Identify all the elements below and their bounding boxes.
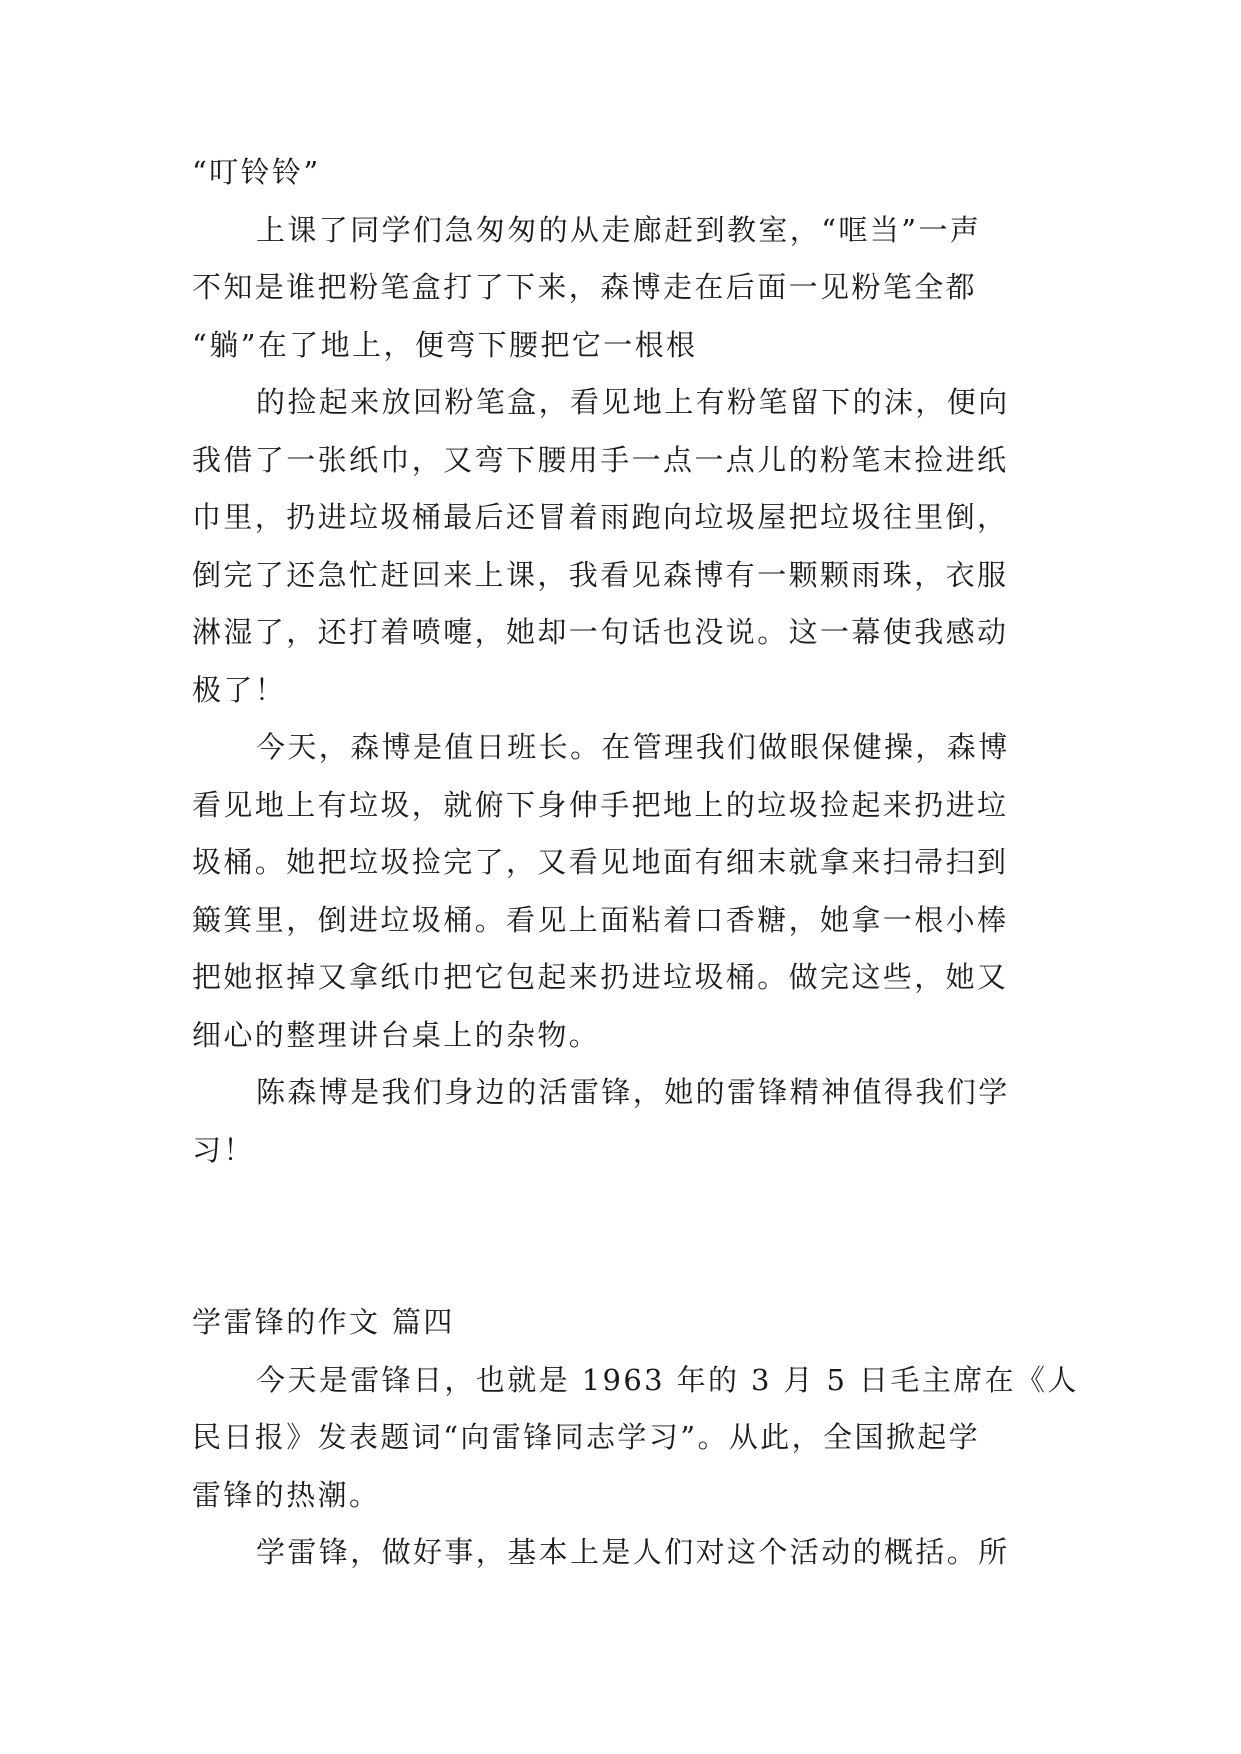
paragraph-line: 今天，森博是值日班长。在管理我们做眼保健操，森博 [256,730,1010,764]
paragraph-line: 簸箕里，倒进垃圾桶。看见上面粘着口香糖，她拿一根小棒 [192,902,1009,937]
paragraph-line: “叮铃铃” [192,155,321,189]
paragraph-line: 雷锋的热潮。 [192,1477,381,1512]
paragraph-line: 的捡起来放回粉笔盒，看见地上有粉笔留下的沫，便向 [256,385,1010,419]
paragraph-line: 我借了一张纸巾，又弯下腰用手一点一点儿的粉笔末捡进纸 [192,442,1009,477]
paragraph-line: 不知是谁把粉笔盒打了下来，森博走在后面一见粉笔全都 [192,270,978,304]
section-gap [192,1179,1062,1294]
paragraph-line: “躺”在了地上，便弯下腰把它一根根 [192,327,698,362]
paragraph-line: 巾里，扔进垃圾桶最后还冒着雨跑向垃圾屋把垃圾往里倒， [192,500,1009,534]
paragraph-line: 倒完了还急忙赶回来上课，我看见森博有一颗颗雨珠，衣服 [192,557,1009,592]
paragraph-line: 习！ [192,1132,255,1167]
paragraph-line: 淋湿了，还打着喷嚏，她却一句话也没说。这一幕使我感动 [192,615,1009,649]
paragraph-line: 今天是雷锋日，也就是 1963 年的 3 月 5 日毛主席在《人 [256,1362,1079,1397]
paragraph-line: 极了！ [192,672,287,707]
paragraph-line: 细心的整理讲台桌上的杂物。 [192,1017,601,1052]
paragraph-line: 看见地上有垃圾，就俯下身伸手把地上的垃圾捡起来扔进垃 [192,787,1009,822]
paragraph-line: 民日报》发表题词“向雷锋同志学习”。从此，全国掀起学 [192,1420,981,1454]
essay-body [192,144,1079,1582]
paragraph-line: 陈森博是我们身边的活雷锋，她的雷锋精神值得我们学 [256,1075,1010,1109]
paragraph-line: 学雷锋，做好事，基本上是人们对这个活动的概括。所 [256,1535,1010,1569]
paragraph-line: 上课了同学们急匆匆的从走廊赶到教室，“哐当”一声 [256,212,982,247]
paragraph-line: 圾桶。她把垃圾捡完了，又看见地面有细末就拿来扫帚扫到 [192,845,1009,879]
section-heading: 学雷锋的作文 篇四 [192,1305,455,1339]
paragraph-line: 把她抠掉又拿纸巾把它包起来扔进垃圾桶。做完这些，她又 [192,960,1009,994]
